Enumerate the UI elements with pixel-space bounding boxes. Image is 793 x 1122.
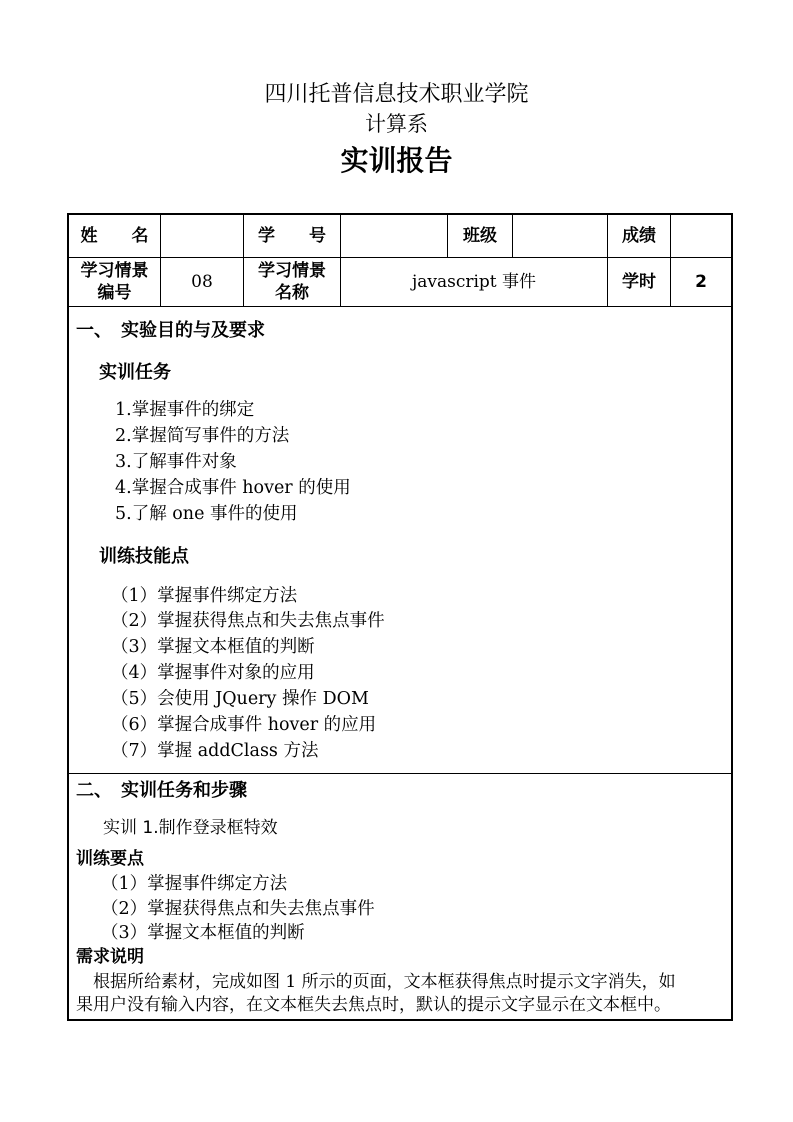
- hours-label: 学时: [622, 271, 656, 292]
- requirements-heading: 需求说明: [76, 947, 144, 967]
- skill-item: （6）掌握合成事件 hover 的应用: [111, 715, 377, 735]
- report-title: 实训报告: [340, 144, 453, 177]
- requirements-line: 根据所给素材，完成如图 1 所示的页面，文本框获得焦点时提示文字消失，如: [76, 972, 676, 992]
- skill-item: （2）掌握获得焦点和失去焦点事件: [111, 611, 385, 631]
- skill-item: （5）会使用 JQuery 操作 DOM: [111, 689, 369, 709]
- class-label: 班级: [463, 225, 497, 246]
- tasks-heading: 实训任务: [99, 362, 171, 383]
- hours-value: 2: [695, 271, 707, 292]
- skill-item: （3）掌握文本框值的判断: [111, 637, 315, 657]
- name-label: 姓 名: [80, 225, 149, 246]
- skill-item: （7）掌握 addClass 方法: [111, 741, 319, 761]
- student-id-label: 学 号: [258, 225, 326, 246]
- task-item: 1.掌握事件的绑定: [115, 400, 255, 420]
- scenario-no-label-line1: 学习情景: [80, 260, 149, 281]
- point-item: （1）掌握事件绑定方法: [101, 874, 288, 894]
- task-item: 3.了解事件对象: [115, 452, 237, 472]
- exercise-title: 实训 1.制作登录框特效: [103, 818, 278, 838]
- class-field[interactable]: [513, 215, 607, 257]
- name-field[interactable]: [161, 215, 243, 257]
- skill-item: （1）掌握事件绑定方法: [111, 586, 298, 606]
- department-name: 计算系: [365, 112, 428, 136]
- skills-heading: 训练技能点: [99, 546, 189, 567]
- scenario-no-label: [69, 258, 160, 306]
- skill-item: （4）掌握事件对象的应用: [111, 663, 315, 683]
- scenario-name: javascript 事件: [411, 271, 537, 292]
- point-item: （3）掌握文本框值的判断: [101, 923, 305, 943]
- section1-heading: 一、 实验目的与及要求: [76, 320, 265, 341]
- scenario-name-label: [244, 258, 340, 306]
- scenario-name-label-line1: 学习情景: [258, 260, 326, 281]
- school-name: 四川托普信息技术职业学院: [264, 82, 529, 107]
- points-heading: 训练要点: [76, 849, 144, 869]
- student-id-field[interactable]: [341, 215, 447, 257]
- scenario-no-label-line2: 编号: [97, 283, 132, 303]
- requirements-line: 果用户没有输入内容，在文本框失去焦点时，默认的提示文字显示在文本框中。: [76, 995, 671, 1015]
- score-label: 成绩: [622, 225, 656, 246]
- scenario-name-label-line2: 名称: [275, 283, 309, 303]
- scenario-no: 08: [191, 271, 213, 292]
- task-item: 2.掌握简写事件的方法: [115, 426, 290, 446]
- score-field[interactable]: [671, 215, 731, 257]
- section2-heading: 二、 实训任务和步骤: [76, 780, 247, 801]
- task-item: 5.了解 one 事件的使用: [115, 504, 298, 524]
- point-item: （2）掌握获得焦点和失去焦点事件: [101, 899, 375, 919]
- task-item: 4.掌握合成事件 hover 的使用: [115, 478, 351, 498]
